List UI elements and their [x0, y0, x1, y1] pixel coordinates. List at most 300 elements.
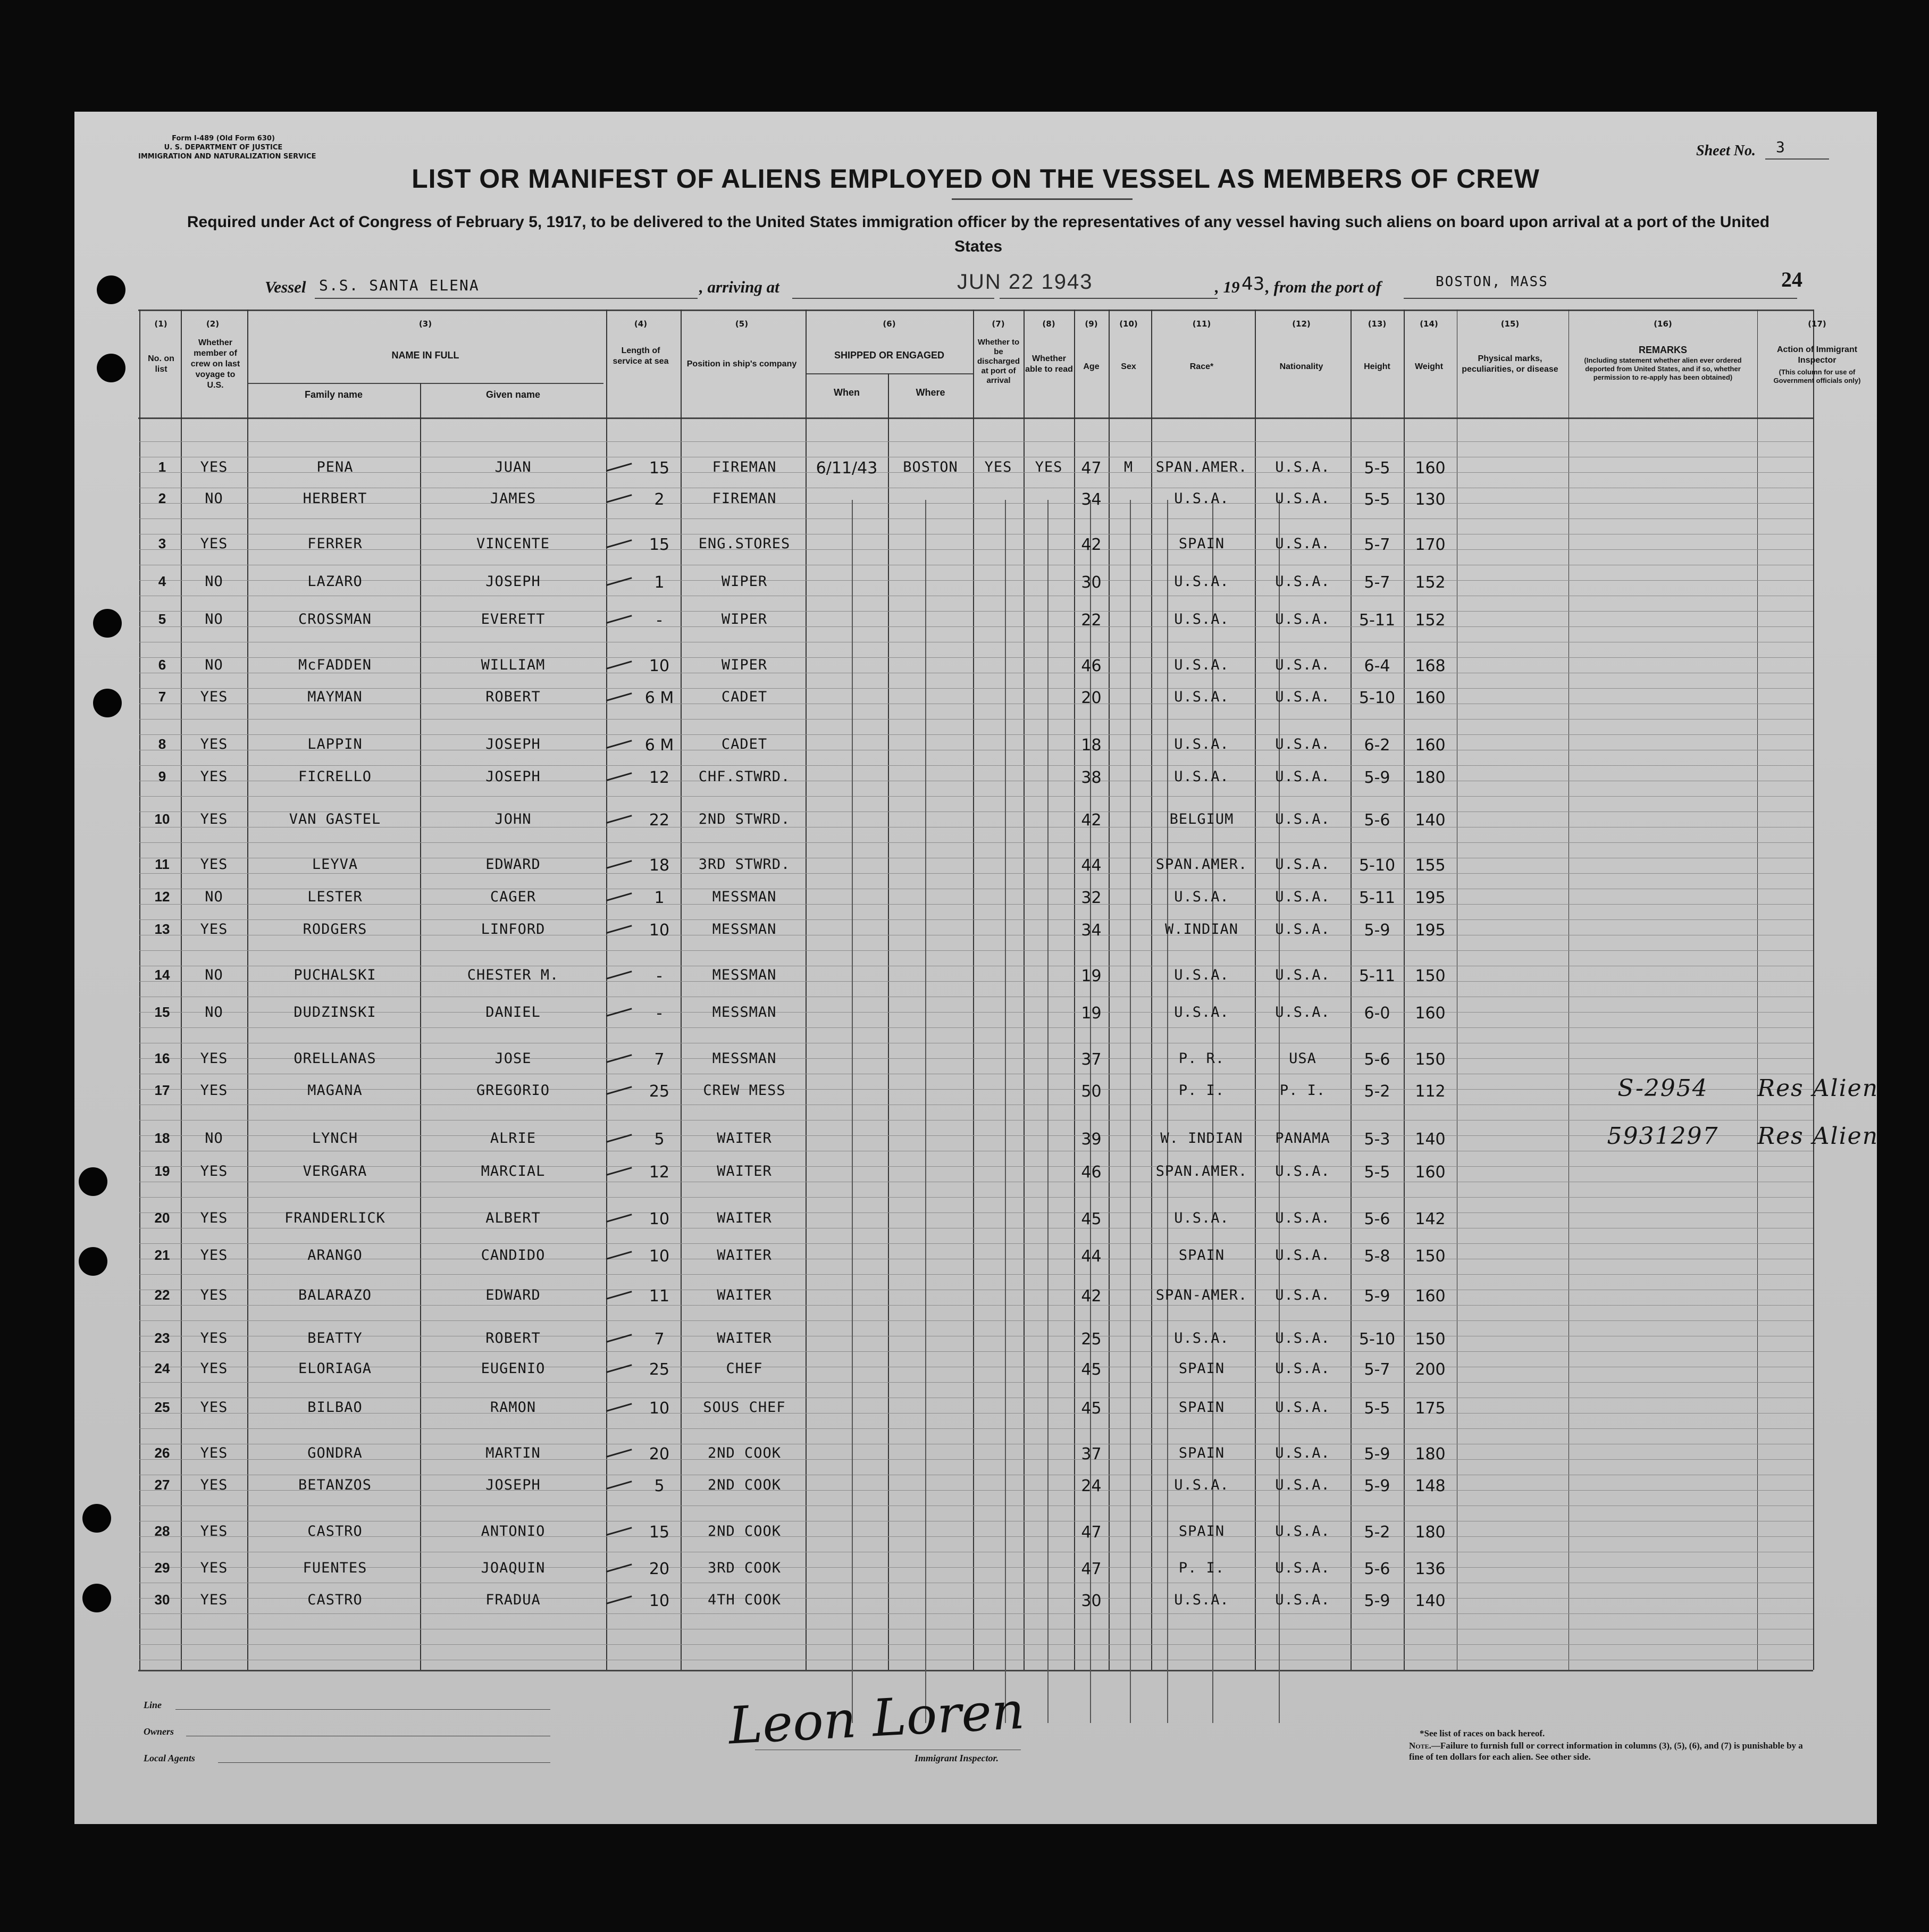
cell-weight: 152	[1415, 611, 1446, 630]
cell-age: 22	[1081, 611, 1102, 630]
cell-height: 5-6	[1364, 1050, 1390, 1069]
cell-no: 13	[154, 921, 170, 937]
cell-race: U.S.A.	[1174, 689, 1229, 705]
cell-service: 22	[649, 811, 670, 830]
cell-weight: 140	[1415, 1592, 1446, 1610]
cell-nationality: U.S.A.	[1275, 1592, 1330, 1608]
table-row	[74, 921, 1877, 942]
cell-nationality: U.S.A.	[1275, 921, 1330, 938]
cell-weight: 150	[1415, 1247, 1446, 1266]
cell-no: 24	[154, 1360, 170, 1376]
cell-age: 42	[1081, 536, 1102, 554]
ruled-line	[139, 1351, 1813, 1352]
col-6-when-header: When	[834, 387, 860, 398]
service-check-mark	[606, 1054, 633, 1066]
cell-given: ROBERT	[485, 689, 541, 705]
cell-given: MARTIN	[485, 1445, 541, 1461]
races-note: *See list of races on back hereof.	[1420, 1728, 1545, 1738]
col-1-header: No. on list	[148, 354, 174, 374]
cell-position: MESSMAN	[712, 1050, 777, 1067]
cell-nationality: U.S.A.	[1275, 459, 1330, 475]
cell-race: U.S.A.	[1174, 1592, 1229, 1608]
cell-family: HERBERT	[303, 490, 367, 507]
service-check-mark	[606, 1527, 633, 1538]
cell-service: 20	[649, 1445, 670, 1463]
col-11-number: (11)	[1192, 319, 1211, 329]
cell-last: YES	[200, 689, 228, 705]
ruled-line	[139, 796, 1813, 797]
ruled-line	[139, 518, 1813, 519]
cell-height: 5-11	[1358, 967, 1396, 985]
ruled-line	[139, 1243, 1813, 1244]
cell-no: 27	[154, 1477, 170, 1493]
cell-weight: 195	[1415, 889, 1446, 907]
cell-height: 6-0	[1364, 1004, 1390, 1023]
cell-discharged: YES	[984, 459, 1012, 475]
service-check-mark	[606, 1086, 633, 1098]
cell-family: CASTRO	[307, 1592, 363, 1608]
page-number: 24	[1781, 267, 1802, 291]
ruled-line	[139, 1644, 1813, 1645]
cell-given: EVERETT	[481, 611, 546, 628]
cell-last: YES	[200, 459, 228, 475]
ruled-line	[139, 765, 1813, 766]
cell-last: YES	[200, 536, 228, 552]
cell-given: VINCENTE	[476, 536, 550, 552]
cell-no: 6	[158, 657, 166, 673]
cell-last: YES	[200, 811, 228, 827]
service-check-mark	[606, 1167, 633, 1178]
cell-age: 24	[1081, 1477, 1102, 1495]
cell-no: 25	[154, 1399, 170, 1415]
table-row	[74, 657, 1877, 678]
cell-race: P. R.	[1178, 1050, 1225, 1067]
cell-family: ELORIAGA	[298, 1360, 372, 1377]
cell-age: 38	[1081, 768, 1102, 787]
col-6-where-header: Where	[916, 387, 945, 398]
cell-age: 45	[1081, 1360, 1102, 1379]
cell-service: 10	[649, 1210, 670, 1228]
cell-remarks: 5931297	[1607, 1123, 1719, 1150]
table-row	[74, 611, 1877, 632]
cell-family: LEYVA	[312, 856, 358, 873]
sheet-number-underline	[1765, 158, 1829, 160]
cell-family: BILBAO	[307, 1399, 363, 1416]
cell-age: 34	[1081, 490, 1102, 509]
cell-nationality: U.S.A.	[1275, 856, 1330, 873]
cell-no: 17	[154, 1082, 170, 1098]
cell-nationality: U.S.A.	[1275, 1360, 1330, 1377]
cell-service: 7	[654, 1050, 665, 1069]
cell-age: 44	[1081, 1247, 1102, 1266]
cell-position: MESSMAN	[712, 1004, 777, 1021]
col-16-number: (16)	[1654, 319, 1672, 329]
cell-height: 5-9	[1364, 1287, 1390, 1306]
cell-no: 1	[158, 459, 166, 475]
cell-last: NO	[205, 1004, 223, 1021]
cell-service: 10	[649, 1247, 670, 1266]
cell-height: 5-9	[1364, 921, 1390, 940]
cell-race: SPAIN	[1178, 1399, 1225, 1416]
cell-weight: 160	[1415, 736, 1446, 755]
shipped-subheader-rule	[806, 373, 973, 374]
cell-height: 5-5	[1364, 459, 1390, 478]
service-check-mark	[606, 463, 633, 474]
cell-race: U.S.A.	[1174, 736, 1229, 752]
ruled-line	[139, 1197, 1813, 1198]
cell-service: 6 M	[644, 736, 674, 755]
local-agents-underline	[218, 1762, 550, 1763]
cell-position: 2ND COOK	[707, 1477, 782, 1493]
cell-race: SPAN.AMER.	[1155, 1163, 1248, 1180]
cell-race: U.S.A.	[1174, 1004, 1229, 1021]
ruled-line	[139, 919, 1813, 920]
cell-weight: 155	[1415, 856, 1446, 875]
service-check-mark	[606, 892, 633, 904]
service-check-mark	[606, 1008, 633, 1019]
sheet-number-value: 3	[1776, 138, 1786, 156]
service-check-mark	[606, 1595, 633, 1607]
col-8-number: (8)	[1042, 319, 1055, 329]
cell-nationality: U.S.A.	[1275, 889, 1330, 905]
service-check-mark	[606, 1134, 633, 1145]
service-check-mark	[606, 971, 633, 982]
service-check-mark	[606, 815, 633, 826]
cell-position: 2ND STWRD.	[698, 811, 791, 827]
cell-race: SPAN-AMER.	[1155, 1287, 1248, 1303]
cell-service: 2	[654, 490, 665, 509]
cell-last: YES	[200, 1523, 228, 1540]
form-metadata	[138, 134, 316, 161]
col-14-header: Weight	[1414, 362, 1444, 371]
cell-age: 32	[1081, 889, 1102, 907]
cell-family: VERGARA	[303, 1163, 367, 1180]
cell-last: YES	[200, 1247, 228, 1264]
col-15-number: (15)	[1500, 319, 1520, 329]
col-9-header: Age	[1083, 362, 1100, 371]
cell-position: CREW MESS	[703, 1082, 786, 1099]
cell-service: 10	[649, 1592, 670, 1610]
cell-given: FRADUA	[485, 1592, 541, 1608]
cell-position: ENG.STORES	[698, 536, 791, 552]
cell-age: 20	[1081, 689, 1102, 707]
cell-position: CHEF	[726, 1360, 763, 1377]
col-13-header: Height	[1364, 362, 1390, 371]
cell-age: 45	[1081, 1399, 1102, 1418]
cell-no: 9	[158, 768, 166, 784]
cell-action: Res Alien	[1757, 1123, 1879, 1150]
cell-position: WIPER	[721, 573, 768, 590]
cell-height: 5-5	[1364, 1399, 1390, 1418]
cell-given: ALRIE	[490, 1130, 536, 1147]
cell-family: LYNCH	[312, 1130, 358, 1147]
table-row	[74, 1123, 1879, 1151]
cell-service: 15	[649, 459, 670, 478]
ruled-line	[139, 441, 1813, 442]
cell-race: U.S.A.	[1174, 573, 1229, 590]
cell-weight: 180	[1415, 1523, 1446, 1542]
cell-race: U.S.A.	[1174, 490, 1229, 507]
cell-no: 2	[158, 490, 166, 506]
cell-family: BALARAZO	[298, 1287, 372, 1303]
table-row	[74, 768, 1877, 790]
table-row	[74, 736, 1877, 757]
cell-nationality: U.S.A.	[1275, 657, 1330, 673]
cell-no: 26	[154, 1445, 170, 1461]
cell-family: CROSSMAN	[298, 611, 372, 628]
cell-position: WAITER	[717, 1163, 772, 1180]
service-check-mark	[606, 1251, 633, 1262]
cell-given: RAMON	[490, 1399, 536, 1416]
cell-weight: 160	[1415, 1287, 1446, 1306]
cell-height: 5-7	[1364, 1360, 1390, 1379]
ruled-line	[139, 734, 1813, 735]
cell-age: 39	[1081, 1130, 1102, 1149]
service-check-mark	[606, 772, 633, 784]
cell-family: FRANDERLICK	[284, 1210, 385, 1226]
cell-no: 5	[158, 611, 166, 627]
ruled-line	[139, 719, 1813, 720]
cell-given: JOSEPH	[485, 1477, 541, 1493]
cell-nationality: U.S.A.	[1275, 689, 1330, 705]
table-row	[74, 1075, 1879, 1103]
cell-age: 47	[1081, 459, 1102, 478]
cell-no: 28	[154, 1523, 170, 1539]
cell-age: 25	[1081, 1330, 1102, 1349]
table-row	[74, 1560, 1877, 1581]
service-check-mark	[606, 1481, 633, 1492]
col-14-number: (14)	[1420, 319, 1438, 329]
service-check-mark	[606, 1334, 633, 1345]
table-row	[74, 1360, 1877, 1382]
cell-service: 18	[649, 856, 670, 875]
from-port-underline	[1404, 298, 1797, 299]
cell-given: JAMES	[490, 490, 536, 507]
col-3-family-header: Family name	[304, 389, 363, 400]
page-title: LIST OR MANIFEST OF ALIENS EMPLOYED ON THE VESSEL AS MEMBERS OF CREW	[412, 164, 1540, 194]
cell-height: 5-7	[1364, 573, 1390, 592]
cell-race: P. I.	[1178, 1082, 1225, 1099]
cell-weight: 160	[1415, 1004, 1446, 1023]
col-6-header: SHIPPED OR ENGAGED	[834, 350, 945, 361]
cell-no: 30	[154, 1592, 170, 1608]
cell-family: FERRER	[307, 536, 363, 552]
cell-nationality: U.S.A.	[1275, 736, 1330, 752]
cell-family: ORELLANAS	[293, 1050, 376, 1067]
cell-last: NO	[205, 490, 223, 507]
cell-weight: 160	[1415, 689, 1446, 707]
cell-height: 5-10	[1358, 1330, 1396, 1349]
col-3-given-header: Given name	[485, 389, 541, 400]
cell-family: McFADDEN	[298, 657, 372, 673]
service-check-mark	[606, 1449, 633, 1460]
table-bottom-border	[138, 1670, 1813, 1671]
cell-service: 20	[649, 1560, 670, 1578]
cell-race: U.S.A.	[1174, 967, 1229, 983]
cell-weight: 180	[1415, 1445, 1446, 1463]
header-bottom-border	[138, 417, 1813, 419]
table-row	[74, 1523, 1877, 1544]
name-subheader-rule	[247, 383, 603, 384]
cell-last: NO	[205, 1130, 223, 1147]
cell-height: 5-9	[1364, 1592, 1390, 1610]
table-row	[74, 459, 1877, 480]
cell-service: 11	[649, 1287, 670, 1306]
service-check-mark	[606, 1563, 633, 1575]
cell-weight: 150	[1415, 967, 1446, 985]
cell-last: NO	[205, 889, 223, 905]
cell-weight: 140	[1415, 1130, 1446, 1149]
cell-last: YES	[200, 1330, 228, 1346]
cell-last: NO	[205, 573, 223, 590]
cell-last: NO	[205, 657, 223, 673]
cell-no: 12	[154, 889, 170, 905]
col-16-header: REMARKS	[1638, 345, 1687, 355]
cell-position: 3RD STWRD.	[698, 856, 791, 873]
cell-last: YES	[200, 856, 228, 873]
cell-age: 34	[1081, 921, 1102, 940]
immigrant-inspector-label: Immigrant Inspector.	[915, 1753, 999, 1763]
cell-service: 25	[649, 1360, 670, 1379]
cell-last: NO	[205, 967, 223, 983]
cell-height: 5-11	[1358, 611, 1396, 630]
cell-position: WAITER	[717, 1130, 772, 1147]
service-check-mark	[606, 1364, 633, 1376]
cell-height: 5-10	[1358, 856, 1396, 875]
table-row	[74, 856, 1877, 877]
cell-remarks: S-2954	[1617, 1075, 1708, 1102]
table-row	[74, 1247, 1877, 1268]
cell-height: 5-9	[1364, 768, 1390, 787]
table-row	[74, 689, 1877, 710]
table-row	[74, 1477, 1877, 1498]
table-row	[74, 573, 1877, 595]
cell-height: 6-2	[1364, 736, 1390, 755]
cell-family: LAPPIN	[307, 736, 363, 752]
col-10-header: Sex	[1121, 362, 1136, 371]
cell-given: JOHN	[494, 811, 532, 827]
table-row	[74, 1445, 1877, 1466]
page-subtitle: Required under Act of Congress of February 5, 1917, to be delivered to the United States immigration officer by the representatives of any vessel having such aliens on board upon arrival at a port of the United States	[187, 213, 1770, 255]
col-8-header: Whether able to read	[1025, 354, 1073, 374]
table-row	[74, 1399, 1877, 1420]
date-stamp: JUN 22 1943	[957, 270, 1093, 294]
cell-weight: 152	[1415, 573, 1446, 592]
punch-hole	[97, 275, 125, 304]
cell-last: YES	[200, 768, 228, 785]
cell-nationality: U.S.A.	[1275, 768, 1330, 785]
cell-last: YES	[200, 1560, 228, 1576]
cell-nationality: U.S.A.	[1275, 1247, 1330, 1264]
ruled-line	[139, 1382, 1813, 1383]
cell-last: YES	[200, 1399, 228, 1416]
cell-service: 1	[654, 573, 665, 592]
cell-nationality: U.S.A.	[1275, 1523, 1330, 1540]
cell-last: YES	[200, 1592, 228, 1608]
cell-nationality: U.S.A.	[1275, 1445, 1330, 1461]
penalty-note-text: —Failure to furnish full or correct information in columns (3), (5), (6), and (7) is punishable by a fine of ten dollars for each alien. See other side.	[1409, 1741, 1803, 1762]
cell-service: 12	[649, 768, 670, 787]
cell-height: 5-8	[1364, 1247, 1390, 1266]
cell-no: 3	[158, 536, 166, 551]
cell-when: 6/11/43	[816, 459, 878, 478]
col-10-number: (10)	[1119, 319, 1138, 329]
cell-no: 4	[158, 573, 166, 589]
cell-given: JOSEPH	[485, 736, 541, 752]
cell-weight: 180	[1415, 768, 1446, 787]
cell-weight: 160	[1415, 459, 1446, 478]
col-15-header: Physical marks, peculiarities, or disease	[1462, 354, 1558, 374]
cell-given: EDWARD	[485, 856, 541, 873]
cell-service: 10	[649, 1399, 670, 1418]
cell-race: SPAN.AMER.	[1155, 856, 1248, 873]
cell-position: CADET	[721, 736, 768, 752]
cell-age: 42	[1081, 811, 1102, 830]
cell-service: 10	[649, 921, 670, 940]
cell-nationality: U.S.A.	[1275, 811, 1330, 827]
service-check-mark	[606, 1291, 633, 1302]
cell-age: 42	[1081, 1287, 1102, 1306]
penalty-note	[1409, 1740, 1813, 1762]
cell-position: SOUS CHEF	[703, 1399, 786, 1416]
cell-last: YES	[200, 1360, 228, 1377]
table-row	[74, 1050, 1877, 1072]
cell-weight: 160	[1415, 1163, 1446, 1182]
cell-position: WIPER	[721, 611, 768, 628]
service-check-mark	[606, 692, 633, 704]
cell-nationality: U.S.A.	[1275, 967, 1330, 983]
cell-weight: 170	[1415, 536, 1446, 554]
cell-no: 11	[155, 856, 170, 872]
cell-age: 37	[1081, 1445, 1102, 1463]
cell-age: 46	[1081, 1163, 1102, 1182]
cell-given: CHESTER M.	[467, 967, 559, 983]
cell-last: YES	[200, 1050, 228, 1067]
cell-family: PENA	[316, 459, 354, 475]
cell-family: GONDRA	[307, 1445, 363, 1461]
cell-no: 14	[154, 967, 170, 983]
cell-age: 50	[1081, 1082, 1102, 1101]
cell-position: MESSMAN	[712, 889, 777, 905]
service-check-mark	[606, 660, 633, 672]
inspector-signature: Leon Loren	[727, 1680, 1026, 1756]
col-17-number: (17)	[1808, 319, 1826, 329]
cell-family: BETANZOS	[298, 1477, 372, 1493]
col-7-number: (7)	[992, 319, 1005, 329]
year-prefix: , 19	[1215, 278, 1240, 296]
cell-last: YES	[200, 1445, 228, 1461]
col-13-number: (13)	[1368, 319, 1387, 329]
cell-service: 25	[649, 1082, 670, 1101]
from-port-label: , from the port of	[1265, 278, 1381, 296]
cell-no: 29	[154, 1560, 170, 1576]
cell-last: YES	[200, 921, 228, 938]
cell-family: ARANGO	[307, 1247, 363, 1264]
arriving-underline	[792, 298, 994, 299]
cell-weight: 148	[1415, 1477, 1446, 1495]
punch-hole	[97, 354, 125, 382]
cell-sex: M	[1123, 459, 1134, 475]
cell-no: 23	[154, 1330, 170, 1346]
cell-given: EUGENIO	[481, 1360, 546, 1377]
table-row	[74, 536, 1877, 557]
line-underline	[175, 1709, 550, 1710]
cell-weight: 150	[1415, 1050, 1446, 1069]
cell-position: WAITER	[717, 1247, 772, 1264]
cell-position: WAITER	[717, 1330, 772, 1346]
ruled-line	[139, 1274, 1813, 1275]
cell-given: CAGER	[490, 889, 536, 905]
